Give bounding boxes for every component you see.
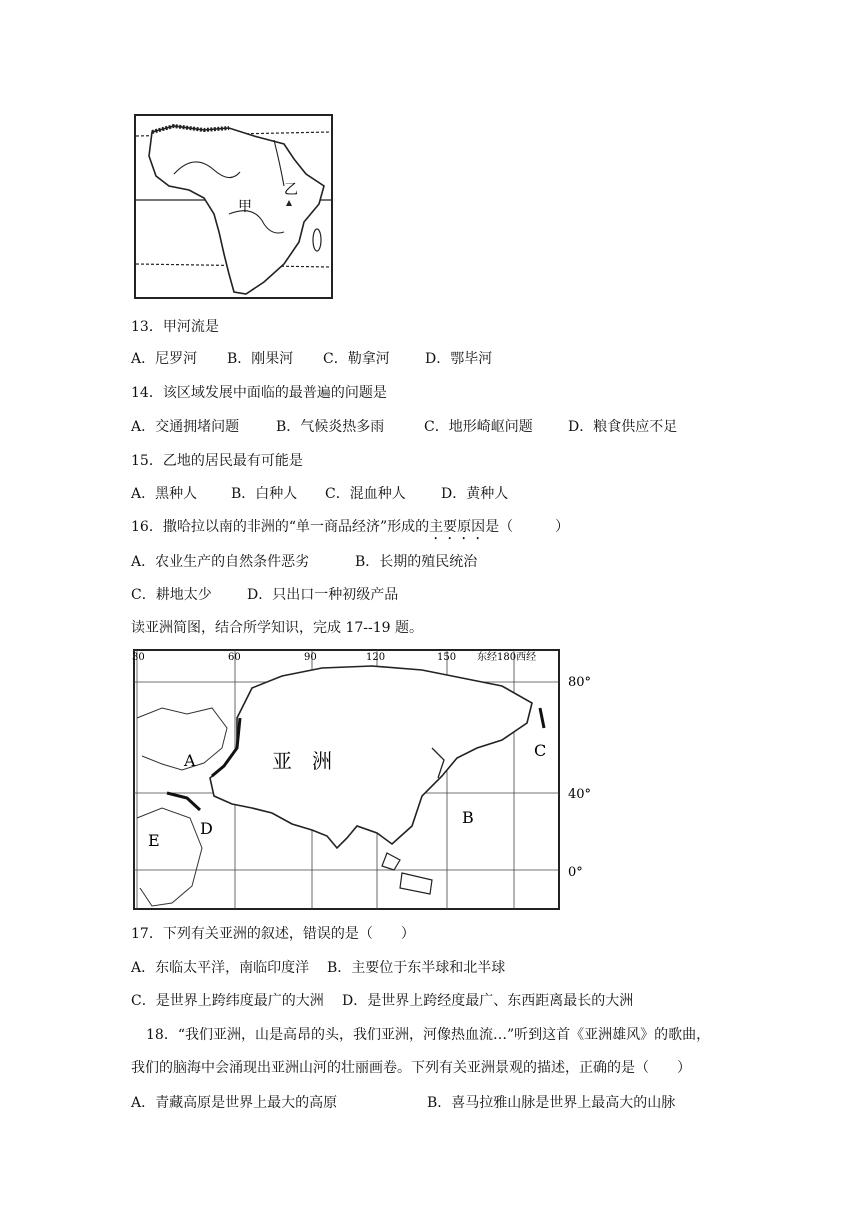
continent-label: 亚 洲 — [272, 749, 332, 773]
map1-label-jia: 甲 — [238, 199, 252, 215]
tick-150: 150 — [437, 652, 457, 663]
q14-option-b[interactable]: B．气候炎热多雨 — [276, 419, 385, 435]
q16-stem — [131, 518, 569, 543]
tick-120: 120 — [366, 652, 386, 663]
q15-stem: 15．乙地的居民最有可能是 — [131, 453, 303, 469]
q13-option-b[interactable]: B．刚果河 — [227, 351, 294, 367]
q18-option-a[interactable]: A．青藏高原是世界上最大的高原 — [131, 1095, 338, 1111]
q13-option-c[interactable]: C．勒拿河 — [323, 351, 390, 367]
lat-0: 0° — [568, 865, 583, 880]
tick-180: 东经180西经 — [477, 652, 537, 663]
point-b: B — [462, 808, 474, 827]
q14-option-c[interactable]: C．地形崎岖问题 — [424, 419, 533, 435]
q18-stem-line2: 我们的脑海中会涌现出亚洲山河的壮丽画卷。下列有关亚洲景观的描述，正确的是（ ） — [131, 1060, 691, 1076]
q15-option-c[interactable]: C．混血种人 — [325, 486, 406, 502]
q17-option-a[interactable]: A．东临太平洋，南临印度洋 — [131, 960, 310, 976]
q16-options-row2 — [131, 586, 398, 604]
q14-options — [131, 418, 677, 436]
africa-map — [134, 114, 334, 300]
q13-options — [131, 350, 492, 368]
q18-stem-line1: 18．“我们亚洲，山是高昂的头，我们亚洲，河像热血流…”听到这首《亚洲雄风》的歌曲， — [146, 1027, 711, 1043]
q18-option-b[interactable]: B．喜马拉雅山脉是世界上最高大的山脉 — [427, 1095, 676, 1111]
q13-option-d[interactable]: D．鄂毕河 — [425, 351, 493, 367]
point-d: D — [200, 819, 213, 838]
q16-option-c[interactable]: C．耕地太少 — [131, 587, 212, 603]
point-e: E — [148, 831, 160, 850]
q14-stem: 14．该区域发展中面临的最普遍的问题是 — [131, 385, 387, 401]
q16-options-row1 — [131, 553, 477, 571]
q17-option-d[interactable]: D．是世界上跨经度最广、东西距离最长的大洲 — [342, 993, 634, 1009]
q15-options — [131, 485, 508, 503]
q15-option-b[interactable]: B．白种人 — [231, 486, 298, 502]
map1-label-yi: 乙 — [284, 182, 298, 198]
q15-option-d[interactable]: D．黄种人 — [441, 486, 509, 502]
q17-options-row1 — [131, 959, 505, 977]
q16-stem-post: 是（ ） — [485, 519, 570, 535]
asia-map — [132, 648, 602, 914]
q17-options-row2 — [131, 992, 633, 1010]
tick-30: 30 — [132, 652, 145, 663]
tick-90: 90 — [304, 652, 317, 663]
q14-option-a[interactable]: A．交通拥堵问题 — [131, 419, 240, 435]
q14-option-d[interactable]: D．粮食供应不足 — [568, 419, 678, 435]
q13-stem: 13．甲河流是 — [131, 319, 219, 335]
q13-option-a[interactable]: A．尼罗河 — [131, 351, 198, 367]
lat-80: 80° — [568, 675, 592, 690]
tick-60: 60 — [228, 652, 241, 663]
q15-option-a[interactable]: A．黑种人 — [131, 486, 198, 502]
q16-stem-emph: 主要原因 — [429, 519, 486, 535]
point-a: A — [184, 751, 196, 770]
point-c: C — [534, 741, 547, 760]
intro-17-19: 读亚洲简图，结合所学知识，完成 17--19 题。 — [131, 620, 423, 636]
lat-40: 40° — [568, 787, 592, 802]
q18-options-row1 — [131, 1094, 675, 1112]
q17-option-c[interactable]: C．是世界上跨纬度最广的大洲 — [131, 993, 324, 1009]
q17-stem: 17．下列有关亚洲的叙述，错误的是（ ） — [131, 926, 415, 942]
q16-option-d[interactable]: D．只出口一种初级产品 — [247, 587, 399, 603]
q16-option-b[interactable]: B．长期的殖民统治 — [355, 554, 478, 570]
q16-stem-pre: 16．撒哈拉以南的非洲的“单一商品经济”形成的 — [131, 519, 430, 535]
q17-option-b[interactable]: B．主要位于东半球和北半球 — [327, 960, 506, 976]
q16-option-a[interactable]: A．农业生产的自然条件恶劣 — [131, 554, 310, 570]
